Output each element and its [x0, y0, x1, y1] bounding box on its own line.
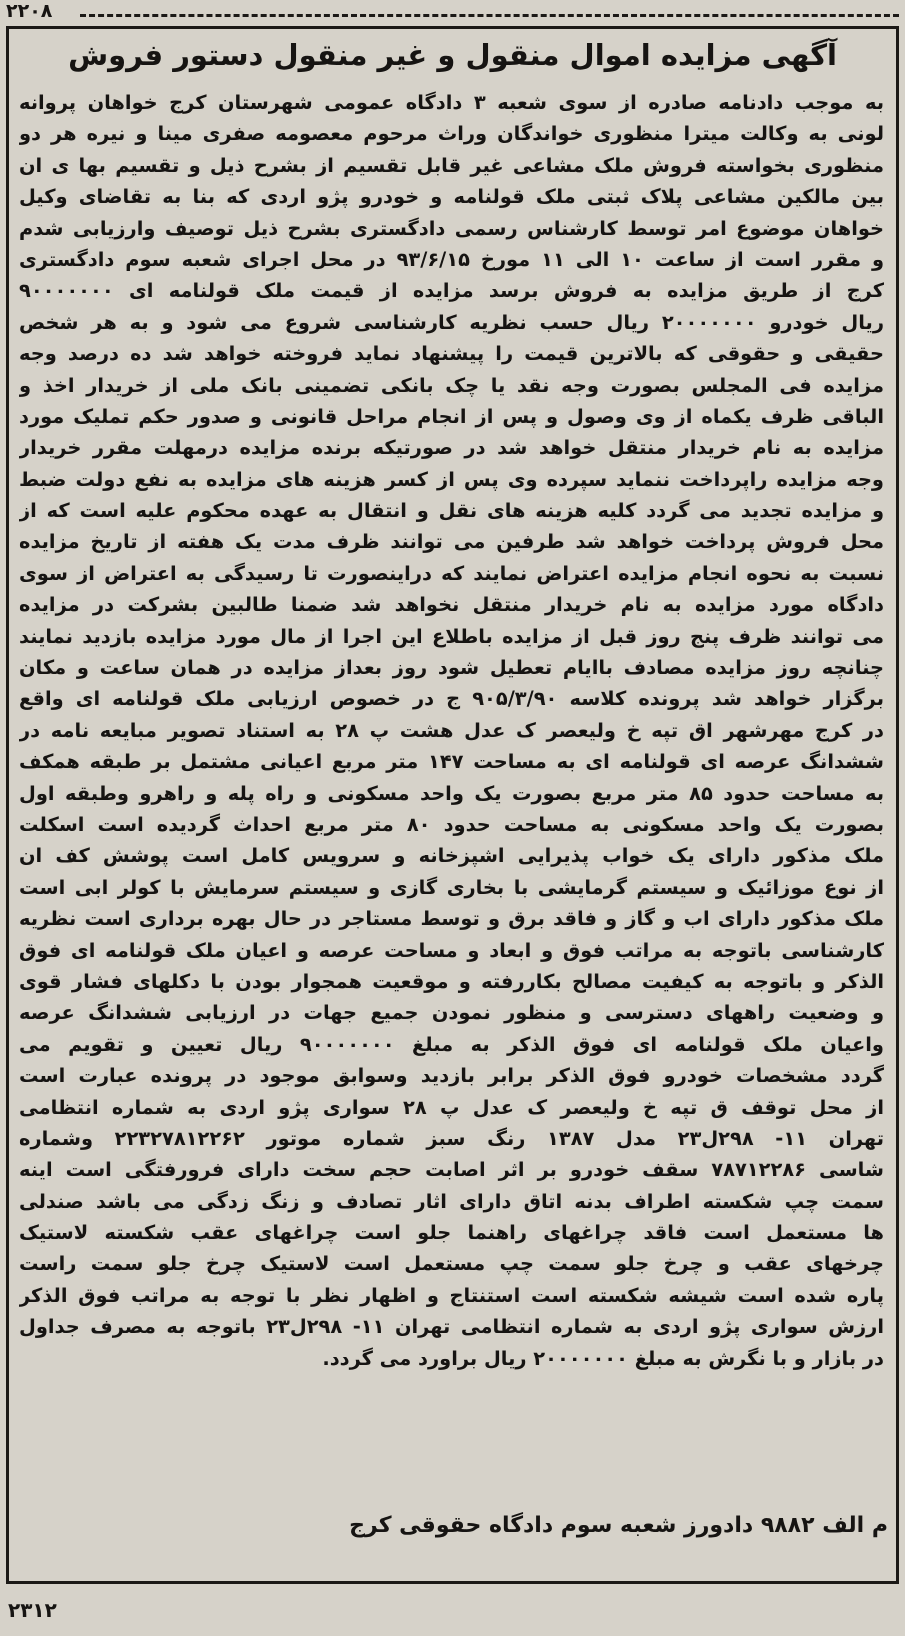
dashed-separator [80, 14, 899, 17]
notice-line: در بازار و با نگرش به مبلغ ۲۰۰۰۰۰۰۰ ریال براورد می گردد. [322, 1346, 884, 1370]
notice-line: ملک مذکور دارای اب و گاز و فاقد برق و توسط مستاجر در حال بهره برداری است نظریه [19, 907, 884, 931]
notice-frame [6, 26, 899, 1584]
notice-line: ملک مذکور دارای یک خواب پذیرایی اشپزخانه و سرویس کامل است پوشش کف ان [19, 844, 884, 868]
notice-line: لونی به وکالت میترا منظوری خواندگان وراث مرحوم معصومه صفری مینا و نیره هر دو [19, 122, 884, 146]
notice-line: بین مالکین مشاعی پلاک ثبتی ملک قولنامه و خودرو پژو اردی که بنا به تقاضای وکیل [19, 185, 884, 209]
notice-line: در کرج مهرشهر اق تپه خ ولیعصر ک عدل هشت پ ۲۸ به استناد تصویر مبایعه نامه در [19, 718, 884, 742]
notice-line: پاره شده است شیشه شکسته است استنتاج و اظهار نظر با توجه به مراتب فوق الذکر [19, 1283, 884, 1307]
notice-line: خواهان موضوع امر توسط کارشناس رسمی دادگستری بشرح ذیل توصیف وارزیابی شدم [19, 216, 884, 240]
ad-code-top: ۲۲۰۸ [6, 0, 53, 22]
notice-line: و مقرر است از ساعت ۱۰ الی ۱۱ مورخ ۹۳/۶/۱۵ در محل اجرای شعبه سوم دادگستری [19, 247, 884, 271]
notice-line: کرج از طریق مزایده به فروش برسد مزایده از قیمت ملک قولنامه ای ۹۰۰۰۰۰۰۰ [19, 279, 884, 303]
notice-line: بصورت یک واحد مسکونی به مساحت حدود ۸۰ متر مربع احداث گردیده است اسکلت [19, 812, 884, 836]
notice-line: نسبت به نحوه انجام مزایده اعتراض نمایند که دراینصورت تا رسیدگی به اعتراض از سوی [19, 561, 884, 585]
notice-line: و مزایده تجدید می گردد کلیه هزینه های نقل و انتقال به عهده محکوم علیه است که از [19, 499, 884, 523]
notice-line: کارشناسی باتوجه به مراتب فوق و ابعاد و مساحت عرصه و اعیان ملک قولنامه ای فوق [19, 938, 884, 962]
notice-line: تهران ۱۱- ۲۹۸ل۲۳ مدل ۱۳۸۷ رنگ سبز شماره موتور ۲۲۳۲۷۸۱۲۲۶۲ وشماره [19, 1126, 884, 1150]
notice-line: شاسی ۷۸۷۱۲۲۸۶ سقف خودرو بر اثر اصابت حجم سخت دارای فرورفتگی است اینه [19, 1158, 884, 1182]
notice-line: الذکر و باتوجه به کیفیت مصالح بکاررفته و موقعیت همجوار بودن با دکلهای فشار قوی [19, 969, 884, 993]
ad-code-bottom: ۲۳۱۲ [8, 1598, 57, 1622]
notice-line: و وضعیت راههای دسترسی و منظور نمودن جمیع جهات در ارزیابی ششدانگ عرصه [19, 1001, 884, 1025]
notice-line: ششدانگ عرصه ای قولنامه ای به مساحت ۱۴۷ متر مربع اعیانی مشتمل بر طبقه همکف [19, 750, 884, 774]
notice-line: منظوری بخواسته فروش ملک مشاعی غیر قابل تقسیم از بشرح ذیل و تقسیم بها ی ان [19, 153, 884, 177]
notice-line: از نوع موزائیک و سیستم گرمایشی با بخاری گازی و سیستم سرمایش با کولر ابی است [19, 875, 884, 899]
notice-line: محل فروش پرداخت خواهد شد طرفین می توانند ظرف مدت یک هفته از تاریخ مزایده [19, 530, 884, 554]
notice-line: وجه مزایده راپرداخت ننماید سپرده وی پس از کسر هزینه های مزایده به نفع دولت ضبط [19, 467, 884, 491]
notice-body [19, 87, 884, 1374]
notice-line: سمت چپ شکسته اطراف بدنه اتاق دارای اثار تصادف و زنگ زدگی می باشد صندلی [19, 1189, 884, 1213]
notice-line: برگزار خواهد شد پرونده کلاسه ۹۰۵/۳/۹۰ ج در خصوص ارزیابی ملک قولنامه ای واقع [19, 687, 884, 711]
notice-line: حقیقی و حقوقی که بالاترین قیمت را پیشنهاد نماید فروخته خواهد شد ده درصد وجه [19, 342, 884, 366]
notice-line: می توانند ظرف پنج روز قبل از مزایده باطلاع این اجرا از مال مورد مزایده بازدید نمایند [19, 624, 884, 648]
notice-line: به مساحت حدود ۸۵ متر مربع بصورت یک واحد مسکونی و راه پله و راهرو وطبقه اول [19, 781, 884, 805]
notice-line: ها مستعمل است فاقد چراغهای راهنما جلو است چراغهای عقب شکسته لاستیک [19, 1221, 884, 1245]
notice-line: مزایده به نام خریدار منتقل خواهد شد در صورتیکه برنده مزایده درمهلت مقرر خریدار [19, 436, 884, 460]
notice-line: چنانچه روز مزایده مصادف باایام تعطیل شود روز بعداز مزایده در همان ساعت و مکان [19, 656, 884, 680]
notice-line: چرخهای عقب و چرخ جلو سمت چپ مستعمل است لاستیک چرخ جلو سمت راست [19, 1252, 884, 1276]
notice-line: دادگاه مورد مزایده به نام خریدار منتقل نخواهد شد ضمنا طالبین بشرکت در مزایده [19, 593, 884, 617]
notice-line: واعیان ملک قولنامه ای فوق الذکر به مبلغ ۹۰۰۰۰۰۰۰ ریال تعیین و تقویم می [19, 1032, 884, 1056]
notice-line: از محل توقف ق تپه خ ولیعصر ک عدل پ ۲۸ سواری پژو اردی به شماره انتظامی [19, 1095, 884, 1119]
notice-line: مزایده فی المجلس بصورت وجه نقد یا چک بانکی تضمینی بانک ملی از خریدار اخذ و [19, 373, 884, 397]
notice-line: ارزش سواری پژو اردی به شماره انتظامی تهران ۱۱- ۲۹۸ل۲۳ باتوجه به مصرف جداول [19, 1315, 884, 1339]
notice-title: آگهی مزایده اموال منقول و غیر منقول دستور فروش [68, 38, 837, 72]
notice-line: ریال خودرو ۲۰۰۰۰۰۰۰ ریال حسب نظریه کارشناسی شروع می شود و به هر شخص [19, 310, 884, 334]
notice-line: به موجب دادنامه صادره از سوی شعبه ۳ دادگاه عمومی شهرستان کرج خواهان پروانه [19, 91, 884, 114]
notice-line: الباقی ظرف یکماه از وی وصول و پس از انجام مراحل قانونی و صدور حکم تملیک مورد [19, 404, 884, 428]
notice-line: گردد مشخصات خودرو فوق الذکر برابر بازدید وسوابق موجود در پرونده عبارت است [19, 1064, 884, 1088]
notice-signature: م الف ۹۸۸۲ دادورز شعبه سوم دادگاه حقوقی کرج [349, 1513, 888, 1538]
